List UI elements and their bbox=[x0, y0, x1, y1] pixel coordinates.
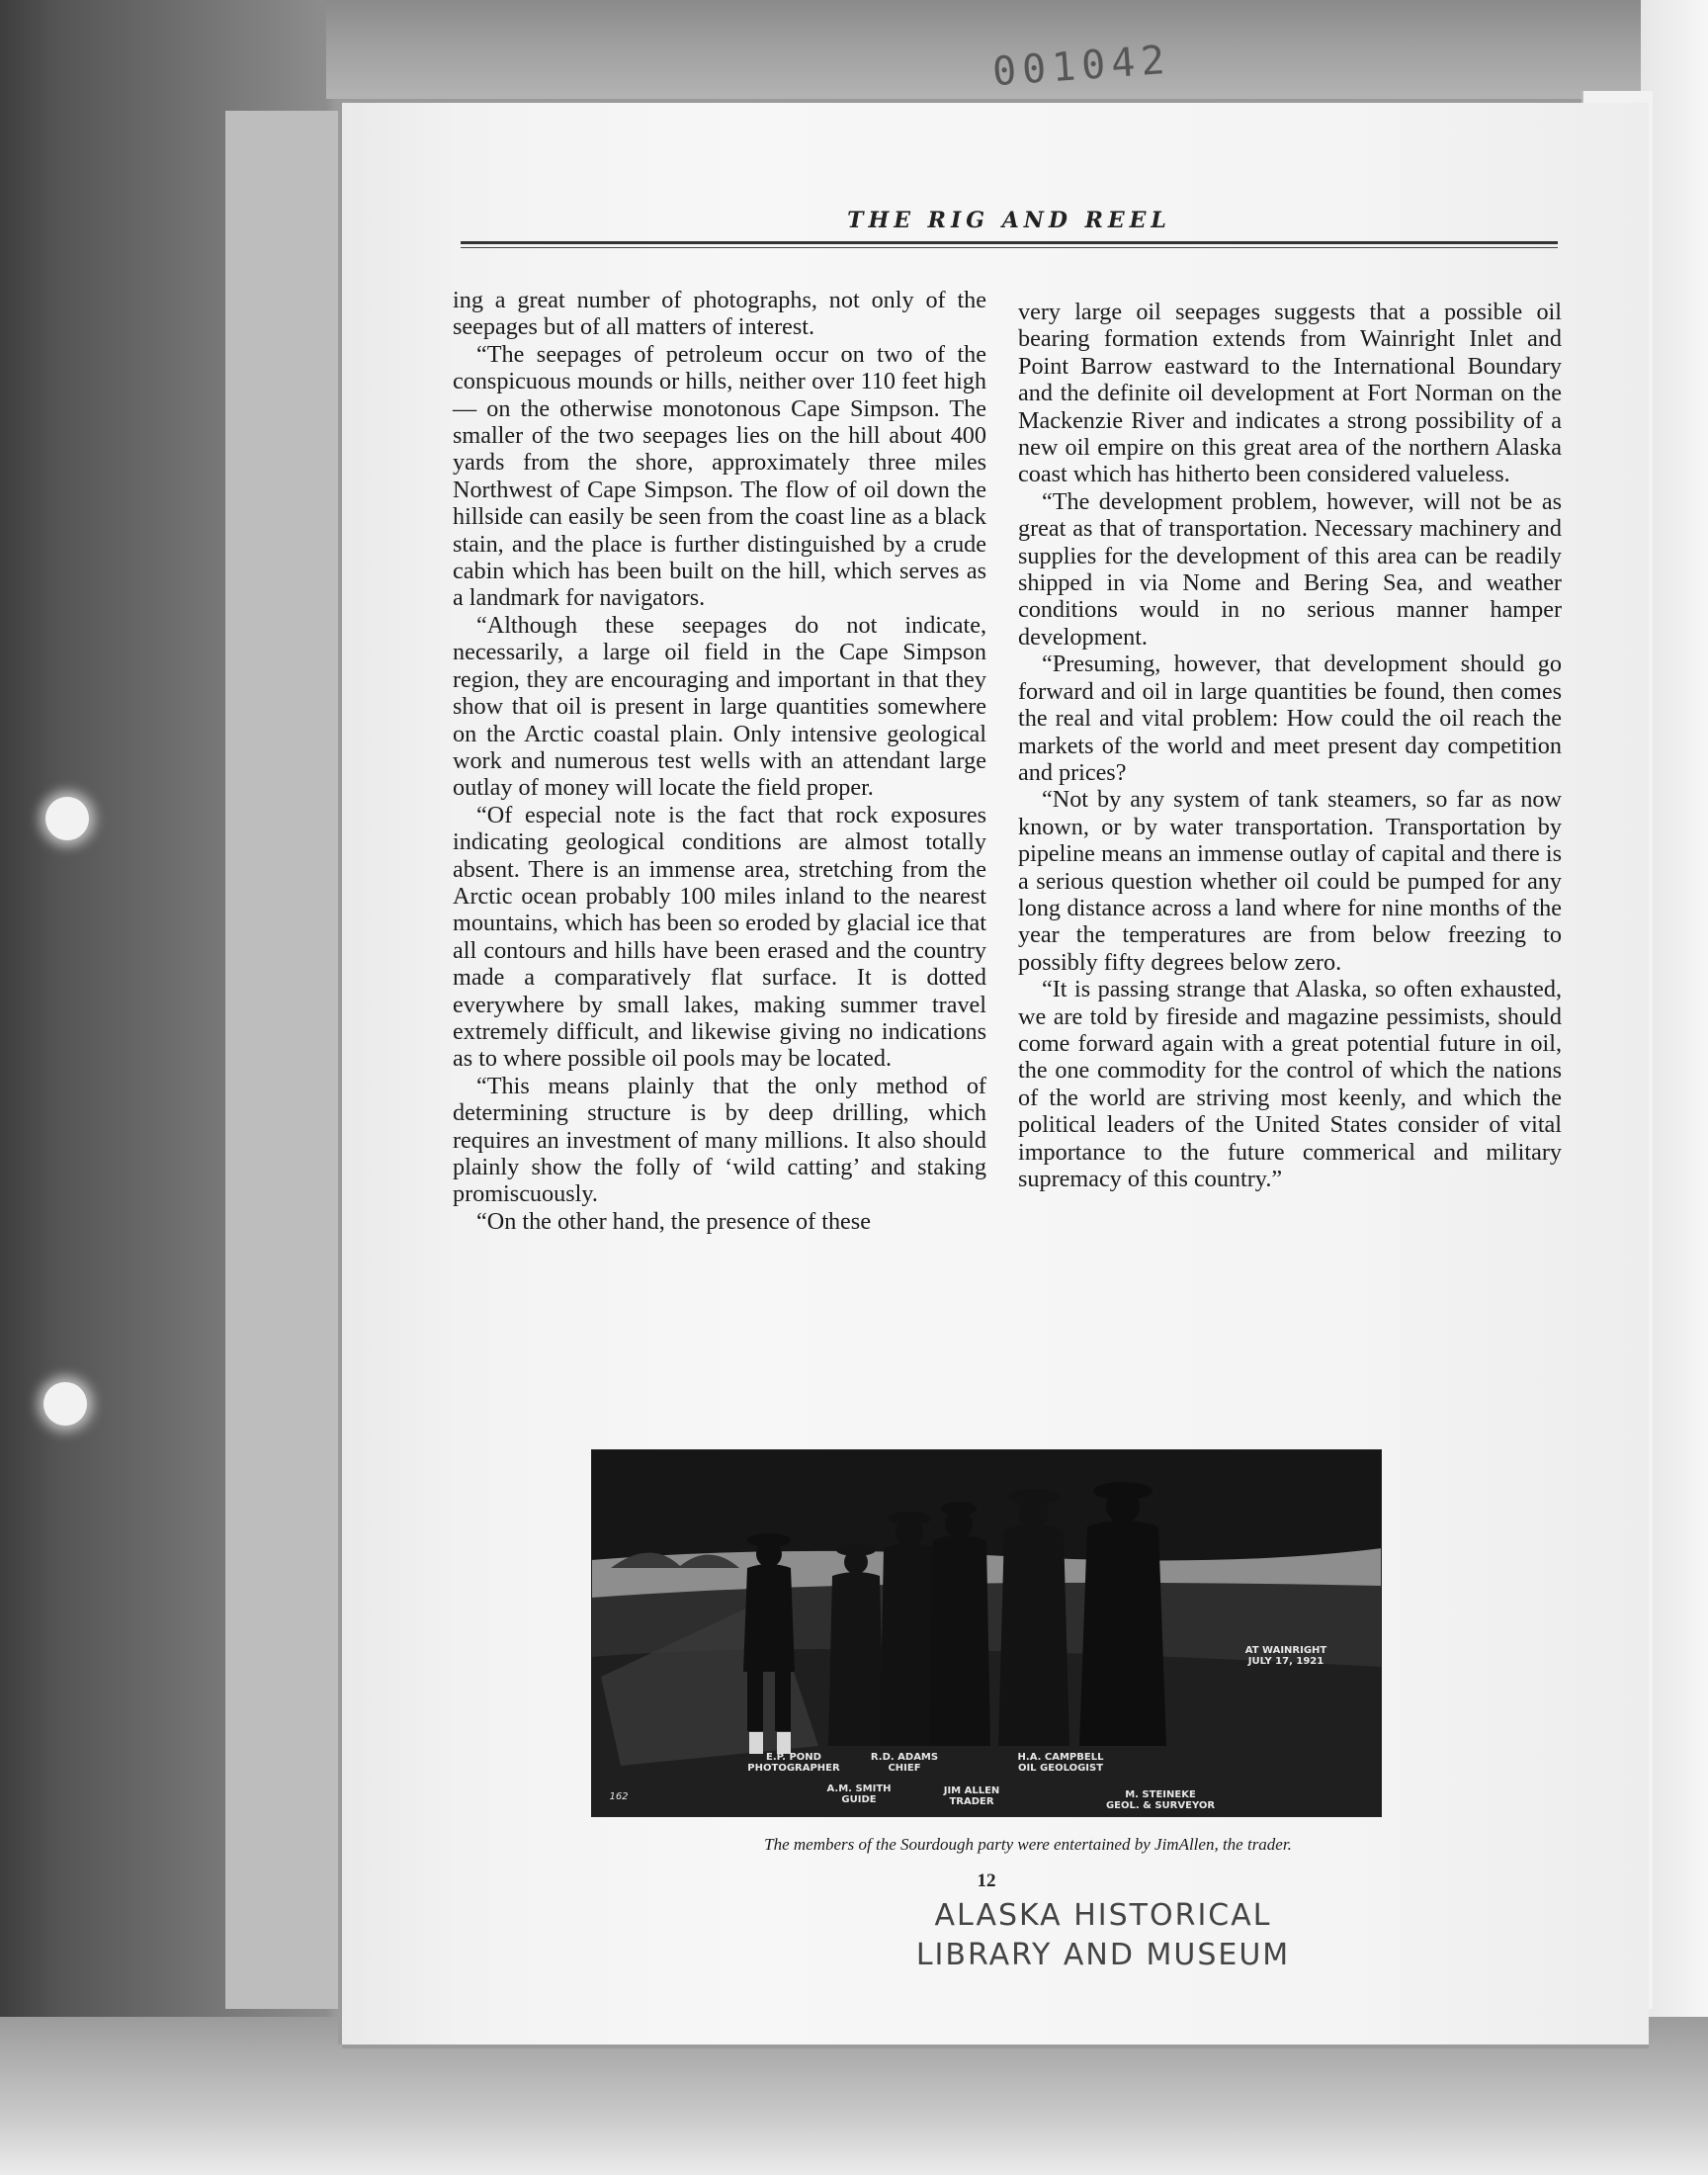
paragraph: “Presuming, however, that development should go forward and oil in large quantities be found, then comes the real and vital problem: How could the oil reach the markets of the world and meet present day competition and prices? bbox=[1018, 651, 1562, 786]
paragraph: very large oil seepages suggests that a possible oil bearing formation extends from Wainright Inlet and Point Barrow eastward to the International Boundary and the definite oil development at Fort Norman on the Mackenzie River and indicates a strong possibility of a new oil empire on this great area of the northern Alaska coast which has hitherto been considered valueless. bbox=[1018, 299, 1562, 488]
photo-label bbox=[805, 1784, 913, 1805]
person-name: R.D. ADAMS bbox=[870, 1752, 939, 1763]
photo-place-date bbox=[1232, 1645, 1340, 1667]
right-column bbox=[1018, 299, 1562, 1192]
person-name: H.A. CAMPBELL bbox=[1017, 1752, 1104, 1763]
paragraph: “Although these seepages do not indicate, necessarily, a large oil field in the Cape Simpson region, they are encouraging and important in that they show that oil is present in large quantities somewhere on the Arctic coastal plain. Only intensive geological work and numerous test wells with an attendant large outlay of money will locate the field proper. bbox=[453, 611, 986, 802]
person-role: GEOL. & SURVEYOR bbox=[1105, 1800, 1216, 1811]
person-role: CHIEF bbox=[888, 1763, 921, 1774]
header-rule bbox=[461, 241, 1558, 244]
photo-label bbox=[739, 1752, 848, 1774]
person-role: TRADER bbox=[949, 1796, 994, 1807]
person-role: PHOTOGRAPHER bbox=[747, 1763, 840, 1774]
binder-hole bbox=[43, 1382, 87, 1426]
paragraph: “Not by any system of tank steamers, so far as now known, or by water transportation. Transportation by pipeline means an immense outlay of capital and there is a serious question whether oil could be pumped for any long distance across a land where for nine months of the year the temperatures are from below freezing to possibly fifty degrees below zero. bbox=[1018, 786, 1562, 976]
paragraph: “Of especial note is the fact that rock exposures indicating geological conditions are almost totally absent. There is an immense area, stretching from the Arctic ocean probably 100 miles inland to the nearest mountains, which has been so eroded by glacial ice that all contours and hills have been erased and the country made a comparatively flat surface. It is dotted everywhere by small lakes, making summer travel extremely difficult, and likewise giving no indications as to where possible oil pools may be located. bbox=[453, 801, 986, 1073]
page-number: 12 bbox=[977, 1870, 996, 1891]
paragraph: “On the other hand, the presence of these bbox=[476, 1207, 871, 1235]
person-name: A.M. SMITH bbox=[826, 1784, 892, 1794]
person-role: OIL GEOLOGIST bbox=[1017, 1763, 1104, 1774]
photo-date-line: JULY 17, 1921 bbox=[1247, 1656, 1324, 1667]
person-role: GUIDE bbox=[841, 1794, 877, 1805]
paragraph: “The development problem, however, will not be as great as that of transportation. Necessary machinery and supplies for the development of this area can be readily shipped in via Nome and Bering Sea, and weather conditions would in no serious manner hamper development. bbox=[1018, 487, 1562, 651]
library-stamp-line: ALASKA HISTORICAL bbox=[934, 1898, 1272, 1933]
photo-label bbox=[996, 1752, 1125, 1774]
paragraph: ing a great number of photographs, not only of the seepages but of all matters of interest. bbox=[453, 287, 986, 341]
header-rule bbox=[461, 247, 1558, 248]
photo-label bbox=[850, 1752, 959, 1774]
person-name: M. STEINEKE bbox=[1125, 1789, 1196, 1800]
paragraph: “The seepages of petroleum occur on two of the conspicuous mounds or hills, neither over 110 feet high — on the otherwise monotonous Cape Simpson. The smaller of the two seepages lies on the hill about 400 yards from the shore, approximately three miles Northwest of Cape Simpson. The flow of oil down the hillside can easily be seen from the coast line as a black stain, and the place is further distinguished by a crude cabin which has been built on the hill, which serves as a landmark for navigators. bbox=[453, 340, 986, 612]
photo-plate-number: 162 bbox=[609, 1791, 629, 1802]
accession-number-stamp: 001042 bbox=[990, 37, 1172, 96]
paragraph: “This means plainly that the only method of determining structure is by deep drilling, which requires an investment of many millions. It also should plainly show the folly of ‘wild catting’ and staking promiscuously. bbox=[453, 1072, 986, 1208]
group-photograph bbox=[591, 1449, 1382, 1817]
photo-scene bbox=[591, 1449, 1382, 1817]
running-head bbox=[461, 208, 1558, 253]
library-stamp bbox=[886, 1896, 1321, 1975]
person-name: E.P. POND bbox=[766, 1752, 821, 1763]
binder-hole bbox=[45, 797, 89, 840]
paragraph: “It is passing strange that Alaska, so often exhausted, we are told by fireside and magazine pessimists, should come forward again with a great potential future in oil, the one commodity for the control of which the nations of the world are striving most keenly, and which the political leaders of the United States consider of vital importance to the future commerical and military supremacy of this country.” bbox=[1018, 976, 1562, 1192]
photo-place-line: AT WAINRIGHT bbox=[1244, 1645, 1327, 1656]
photo-caption: The members of the Sourdough party were entertained by JimAllen, the trader. bbox=[764, 1835, 1292, 1854]
left-column bbox=[453, 287, 986, 1235]
photo-label bbox=[1091, 1789, 1230, 1811]
library-stamp-line: LIBRARY AND MUSEUM bbox=[915, 1938, 1291, 1972]
running-head-title: THE RIG AND REEL bbox=[847, 208, 1171, 233]
photo-label bbox=[917, 1785, 1026, 1807]
person-name: JIM ALLEN bbox=[943, 1785, 1000, 1796]
